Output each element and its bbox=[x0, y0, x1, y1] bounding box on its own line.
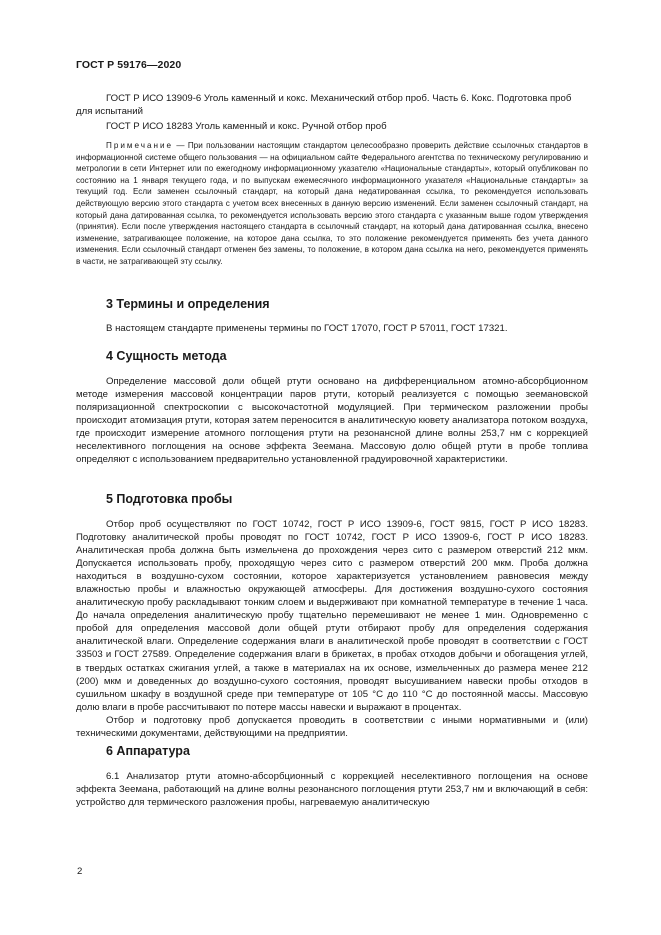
note-paragraph bbox=[76, 140, 588, 268]
document-code: ГОСТ Р 59176—2020 bbox=[76, 59, 182, 71]
note-text: — При пользовании настоящим стандартом целесообразно проверить действие ссылочных стандартов в информационной системе общего пользования — на официальном сайте Федерального агентства по техническому регулированию и метрологии в сети Интернет или по ежегодному информационному указателю «Национальные стандарты», который опубликован по состоянию на 1 января текущего года, и по выпускам ежемесячного информационного указателя «Национальные стандарты» за текущий год. Если заменен ссылочный стандарт, на который дана недатированная ссылка, то рекомендуется использовать действующую версию этого стандарта с учетом всех внесенных в данную версию изменений. Если заменен ссылочный стандарт, на который дана датированная ссылка, то рекомендуется использовать версию этого стандарта с указанным выше годом утверждения (принятия). Если после утверждения настоящего стандарта в ссылочный стандарт, на который дана датированная ссылка, внесено изменение, затрагивающее положение, на которое дана ссылка, то это положение рекомендуется применять без учета данного изменения. Если ссылочный стандарт отменен без замены, то положение, в котором дана ссылка на него, рекомендуется применять в части, не затрагивающей эту ссылку. bbox=[76, 141, 588, 266]
section-6-paragraph: 6.1 Анализатор ртути атомно-абсорбционный с коррекцией неселективного поглощения на основе эффекта Зеемана, работающий на длине волны резонансного поглощения ртути 253,7 нм и включающий в себя: устройство для термического разложения пробы, нагреваемую аналитическую bbox=[76, 771, 588, 809]
section-5-heading: 5 Подготовка пробы bbox=[106, 492, 233, 506]
reference-gost-r-iso-18283: ГОСТ Р ИСО 18283 Уголь каменный и кокс. Ручной отбор проб bbox=[106, 121, 387, 132]
note-label: Примечание bbox=[106, 141, 174, 150]
section-5-paragraph-1: Отбор проб осуществляют по ГОСТ 10742, ГОСТ Р ИСО 13909-6, ГОСТ 9815, ГОСТ Р ИСО 18283. Подготовку аналитической пробы проводят по ГОСТ 10742, ГОСТ Р ИСО 13909-6, ГОСТ Р ИСО 18283. Аналитическая проба должна быть измельчена до прохождения через сито с размером отверстий 212 мкм. Допускается использовать пробу, проходящую через сито с размером отверстий 200 мкм. Проба должна находиться в воздушно-сухом состоянии, которое характеризуется установлением равновесия между влажностью пробы и влажностью окружающей атмосферы. Для достижения воздушно-сухого состояния аналитическую пробу раскладывают тонким слоем и выдерживают при комнатной температуре в течение 1 часа. До начала определения аналитическую пробу тщательно перемешивают не менее 1 мин. Одновременно с пробой для определения массовой доли общей ртути отбирают пробу для определения содержания аналитической влаги. Определение содержания влаги в аналитической пробе проводят в соответствии с ГОСТ 33503 и ГОСТ 27589. Определение содержания влаги в брикетах, в пробах отходов добычи и обогащения углей, в твердых остатках сжигания углей, а также в материалах на их основе, измельченных до размера менее 212 (200) мкм и доведенных до воздушно-сухого состояния, проводят высушиванием навески пробы отходов в сушильном шкафу в воздушной среде при температуре от 105 °С до 110 °С до постоянной массы. Массовую долю влаги в пробе рассчитывают по потере массы навески и выражают в процентах. bbox=[76, 519, 588, 713]
section-3-heading: 3 Термины и определения bbox=[106, 297, 270, 311]
reference-gost-r-iso-13909-6: ГОСТ Р ИСО 13909-6 Уголь каменный и кокс. Механический отбор проб. Часть 6. Кокс. Подготовка проб для испытаний bbox=[76, 93, 572, 117]
section-6-heading: 6 Аппаратура bbox=[106, 744, 190, 758]
section-3-paragraph: В настоящем стандарте применены термины по ГОСТ 17070, ГОСТ Р 57011, ГОСТ 17321. bbox=[106, 323, 508, 334]
section-5-paragraph-2: Отбор и подготовку проб допускается проводить в соответствии с иными нормативными и (или) техническими документами, действующими на предприятии. bbox=[76, 715, 588, 740]
section-4-paragraph: Определение массовой доли общей ртути основано на дифференциальном атомно-абсорбционном методе измерения массовой концентрации паров ртути, который реализуется с помощью зеемановской поляризационной спектроскопии с высокочастотной модуляцией. При термическом разложении пробы происходит атомизация ртути, которая затем переносится в аналитическую кювету анализатора потоком воздуха, где происходит измерение атомного поглощения ртути на резонансной длине волны 253,7 нм с коррекцией неселективного поглощения на основе эффекта Зеемана. Массовую долю общей ртути в пробе топлива определяют с использованием предварительно установленной градуировочной характеристики. bbox=[76, 376, 588, 466]
section-4-heading: 4 Сущность метода bbox=[106, 349, 227, 363]
page-number: 2 bbox=[77, 866, 83, 877]
